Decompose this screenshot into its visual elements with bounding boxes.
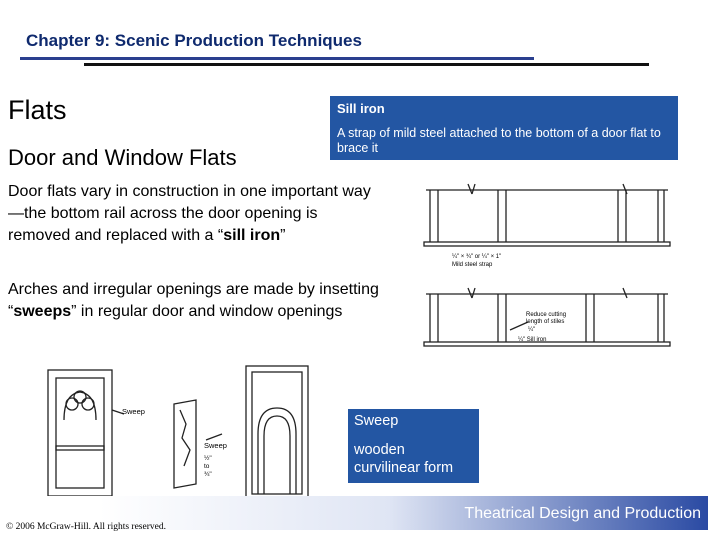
door-flats-paragraph (8, 181, 380, 247)
callout-description: wooden curvilinear form (354, 442, 454, 476)
slide-title: Flats (8, 95, 67, 125)
callout-description: A strap of mild steel attached to the bottom of a door flat to brace it (337, 126, 661, 155)
dimension-to: to (204, 463, 210, 470)
sweep-label-center: Sweep (204, 441, 227, 450)
strap-size-label: ¼" × ¾" or ¼" × 1" (452, 254, 502, 260)
para-term: sill iron (223, 227, 281, 244)
strap-type-label: Mild steel strap (452, 262, 493, 268)
reduce-cutting-label: Reduce cutting (526, 312, 567, 318)
para-text: ” in regular door and window openings (71, 303, 343, 320)
stiles-length-label: length of stiles (526, 319, 565, 325)
para-text: Arches and irregular openings are made by insetting “ (8, 281, 379, 320)
header-rule-black (84, 63, 649, 66)
footer-title: Theatrical Design and Production (464, 505, 701, 522)
copyright-notice: © 2006 McGraw-Hill. All rights reserved. (6, 522, 166, 532)
sill-iron-diagram (418, 180, 680, 372)
header-rule-blue (20, 57, 534, 60)
sill-iron-callout (330, 96, 678, 160)
para-text: Door flats vary in construction in one important way—the bottom rail across the door opening is removed and replaced with a “ (8, 183, 371, 244)
quarter-inch-label: ¼" (528, 327, 536, 333)
para-term: sweeps (13, 303, 72, 320)
callout-title: Sweep (354, 413, 399, 429)
callout-title: Sill iron (337, 101, 385, 116)
chapter-title: Chapter 9: Scenic Production Techniques (26, 31, 362, 50)
sweep-label-left: Sweep (122, 407, 145, 416)
dimension-three-quarter-inch: ¾" (204, 471, 212, 478)
sweep-callout (348, 409, 479, 483)
arches-paragraph (8, 279, 380, 323)
para-text: ” (280, 227, 286, 244)
dimension-half-inch: ½" (204, 455, 212, 462)
sweep-diagram (46, 364, 310, 500)
slide-subtitle: Door and Window Flats (8, 145, 237, 170)
sill-iron-label: ¼" Sill iron (518, 337, 547, 343)
